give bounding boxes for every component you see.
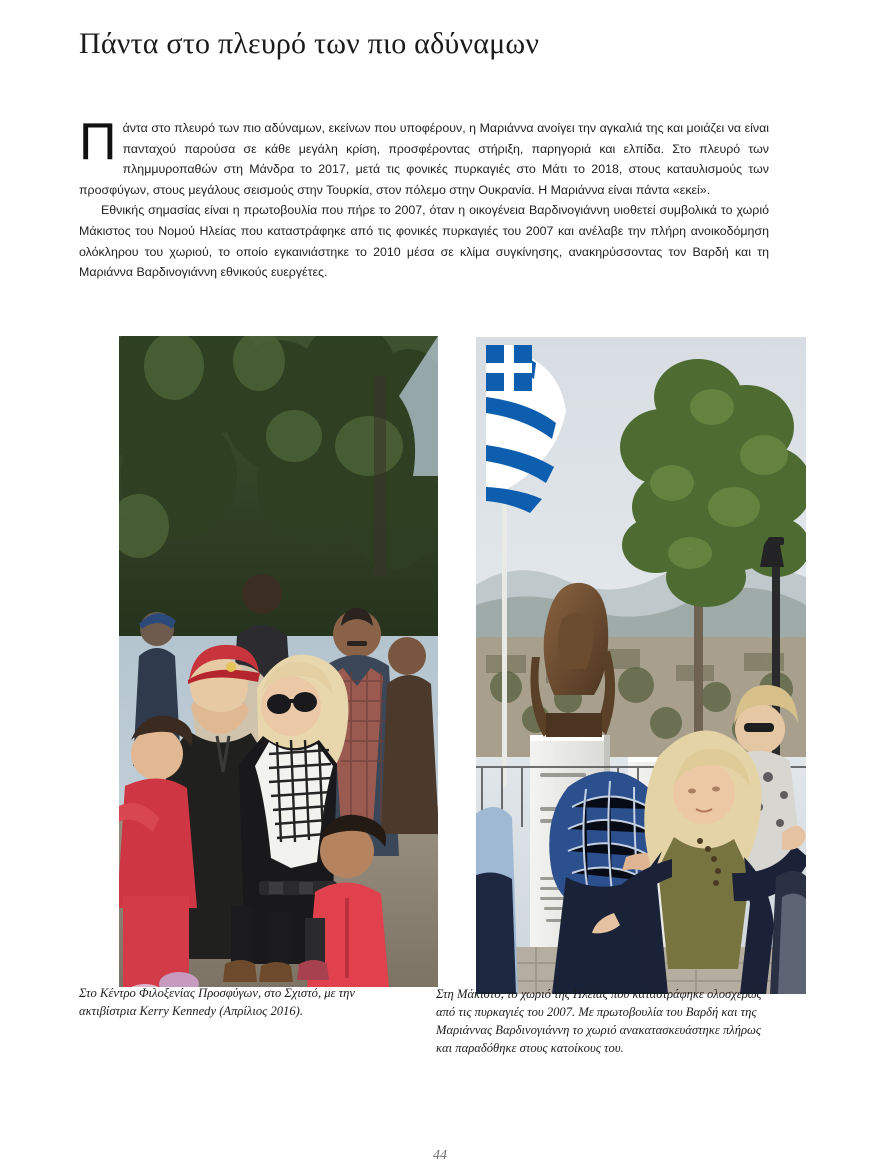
photo-left-image [119,336,438,987]
photo-right [476,337,806,994]
article-body [79,113,769,283]
paragraph-first-text: άντα στο πλευρό των πιο αδύναμων, εκείνων που υποφέρουν, η Μαριάννα ανοίγει την αγκαλιά της και μοιάζει να είναι πανταχού παρούσα σε κάθε μεγάλη κρίση, προσφέροντας στήριξη, παρηγοριά και ελπίδα. Στο πλευρό των πλημμυροπαθών στη Μάνδρα το 2017, μετά τις φονικές πυρκαγιές στο Μάτι το 2018, στους καταυλισμούς των προσφύγων, στους μεγάλους σεισμούς στην Τουρκία, στον πόλεμο στην Ουκρανία. Η Μαριάννα είναι πάντα «εκεί». [79,121,769,197]
page-number: 44 [433,1148,447,1163]
caption-left: Στο Κέντρο Φιλοξενίας Προσφύγων, στο Σχιστό, με την ακτιβίστρια Kerry Kennedy (Απρίλιος 2016). [79,986,356,1018]
page-title: Πάντα στο πλευρό των πιο αδύναμων [79,27,540,61]
drop-cap: Π [79,113,117,171]
paragraph-first [79,113,769,200]
paragraph-second: Εθνικής σημασίας είναι η πρωτοβουλία που πήρε το 2007, όταν η οικογένεια Βαρδινογιάννη υιοθετεί συμβολικά το χωριό Μάκιστος του Νομού Ηλείας που καταστράφηκε από τις φονικές πυρκαγιές του 2007 και ανέλαβε την πλήρη ανοικοδόμηση ολόκληρου του χωριού, το οποίο εγκαινιάστηκε το 2010 μέσα σε κλίμα συγκίνησης, ανακηρύσσοντας τον Βαρδή και τη Μαριάννα Βαρδινογιάννη εθνικούς ευεργέτες. [79,203,769,280]
photo-left [119,336,438,987]
photo-right-image [476,337,806,994]
caption-right: Στη Μάκιστο, το χωριό της Ηλείας που καταστράφηκε ολοσχερώς από τις πυρκαγιές του 2007. Με πρωτοβουλία του Βαρδή και της Μαριάννας Βαρδινογιάννη το χωριό ανακατασκευάστηκε πλήρως και παραδόθηκε στους κατοίκους του. [436,987,762,1055]
